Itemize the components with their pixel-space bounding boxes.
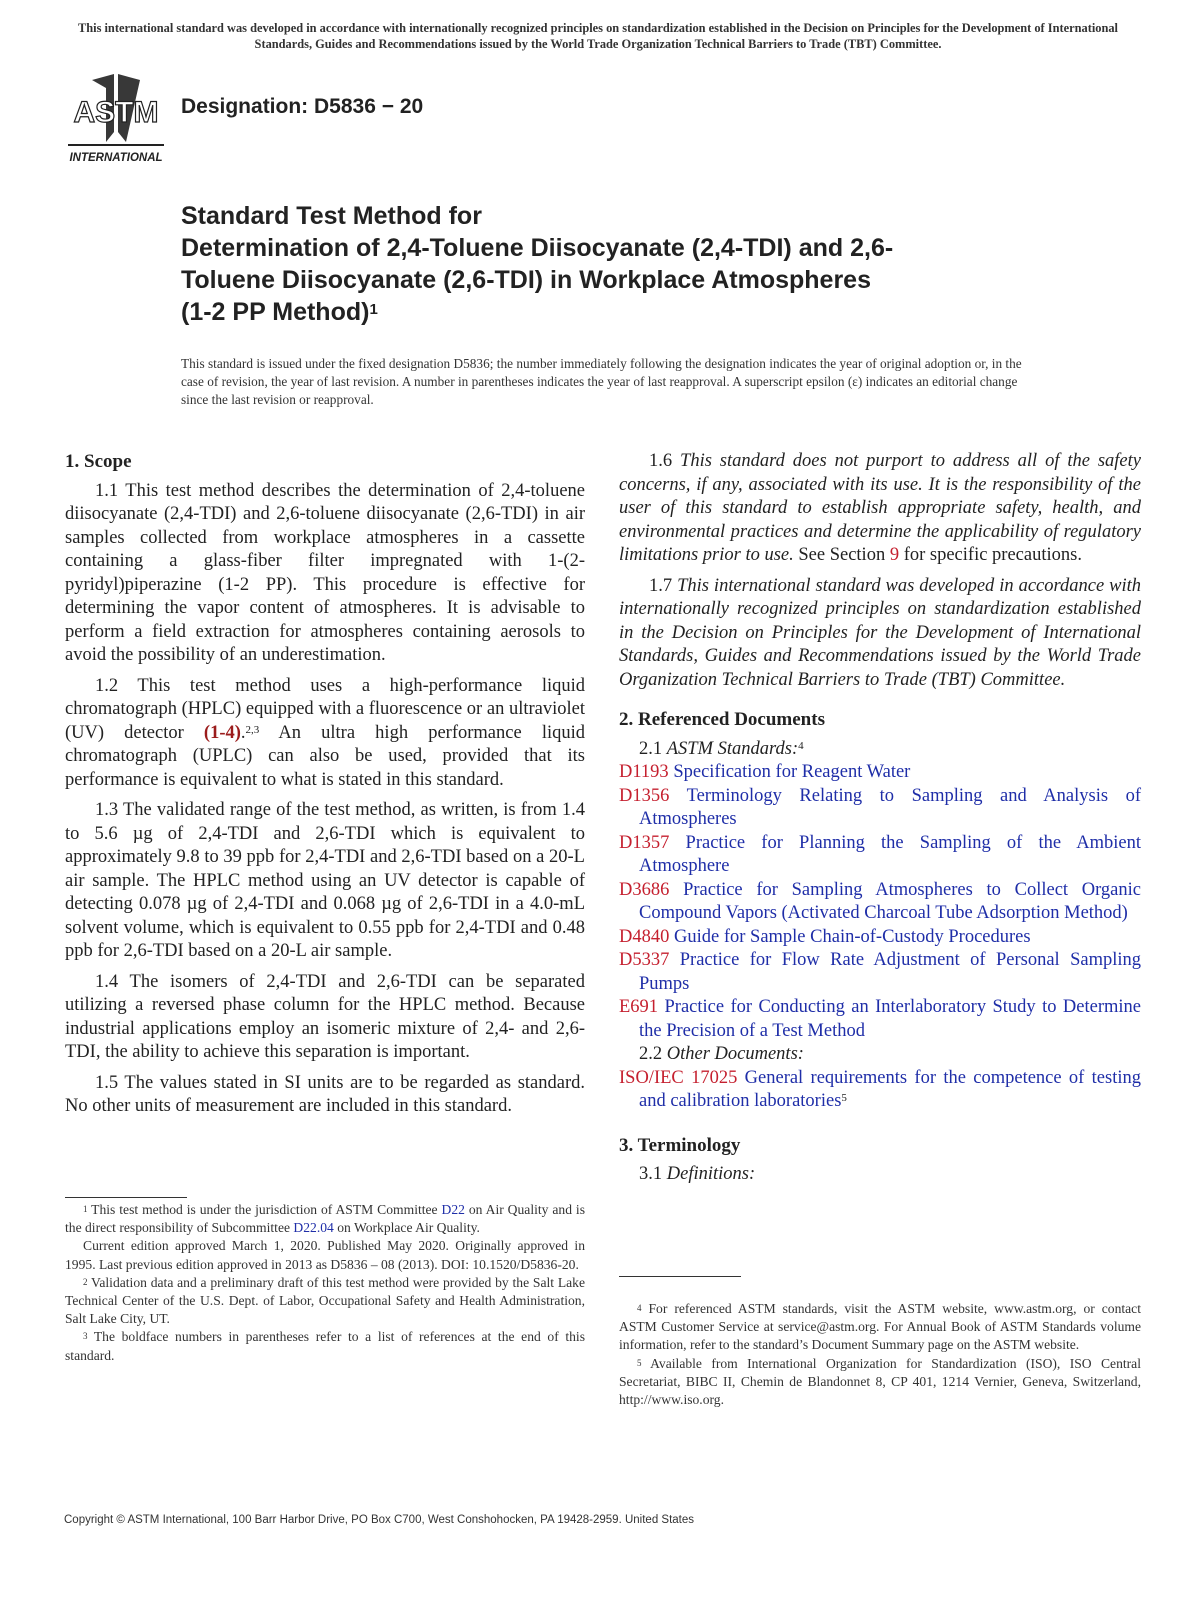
footnote-3 [65,1328,585,1364]
other-documents-number: 2.2 [639,1044,667,1064]
section-1-7-italic: This international standard was developed in accordance with internationally recognized principles on standardization established in the Decision on Principles for the Development of International Standards, Guides and Recommendations issued by the World Trade Organization Technical Barriers to Trade (TBT) Committee. [619,575,1142,690]
footnote-4-text: For referenced ASTM standards, visit the ASTM website, www.astm.org, or contact ASTM Customer Service at service@astm.org. For Annual Book of ASTM Standards volume information, refer to the standard’s Document Summary page on the ASTM website. [619,1301,1141,1353]
footnote-mark-2-3: 2,3 [245,723,260,736]
subcommittee-d22-04-link[interactable]: D22.04 [293,1220,334,1236]
footnotes-right [619,1300,1141,1409]
designation: Designation: D5836 − 20 [181,95,424,118]
astm-standards-text: ASTM Standards: [666,738,799,759]
footnote-4 [619,1300,1141,1355]
other-documents-text: Other Documents: [666,1044,804,1064]
copyright-line: Copyright © ASTM International, 100 Barr Harbor Drive, PO Box C700, West Conshohocken, PA 19428-2959. United States [64,1514,695,1526]
section-1-6 [619,450,1141,568]
title-line-1: Standard Test Method for [181,202,482,230]
section-1-6-see: See Section [793,545,890,565]
scope-heading: 1. Scope [65,451,132,472]
wto-top-note: This international standard was developed in accordance with internationally recognized principles on standardization established in the Decision on Principles for the Development of International Standards, Guides and Recommendations issued by the World Trade Organization Technical Barriers to Trade (TBT) Committee. [77,21,1119,51]
logo-subtext: INTERNATIONAL [69,152,163,164]
footnote-3-text: The boldface numbers in parentheses refer to a list of references at the end of this standard. [65,1329,585,1363]
ref-code[interactable]: ISO/IEC 17025 [619,1067,738,1088]
title-line-2: Determination of 2,4-Toluene Diisocyanate (2,4-TDI) and 2,6- [181,234,894,262]
ref-title[interactable]: Practice for Flow Rate Adjustment of Personal Sampling Pumps [639,950,1141,994]
footnote-2-mark: 2 [83,1276,88,1287]
logo-text: ASTM [73,96,159,129]
footnote-mark-4: 4 [798,739,804,752]
ref-code[interactable]: D1357 [619,832,670,853]
definitions-label [619,1163,1141,1187]
ref-iso-iec-17025[interactable] [619,1067,1141,1114]
section-1-5: 1.5 The values stated in SI units are to be regarded as standard. No other units of measurement are included in this standard. [65,1072,585,1116]
title-line-4 [181,296,1061,328]
terminology-heading: 3. Terminology [619,1134,741,1156]
footnote-1-mark: 1 [83,1204,88,1214]
ref-code[interactable]: D5337 [619,950,670,970]
footnote-mark-5: 5 [841,1092,847,1104]
section-1-4: 1.4 The isomers of 2,4-TDI and 2,6-TDI can be separated utilizing a reversed phase column for the HPLC method. Because industrial applications employ an isomeric mixture of 2,4- and 2,6-TDI, the ability to achieve this separation is important. [65,971,585,1062]
section-1-6-number: 1.6 [649,451,681,471]
footnote-1-text-c: on Workplace Air Quality. [333,1220,480,1236]
ref-title[interactable]: Terminology Relating to Sampling and Analysis of Atmospheres [639,785,1141,829]
other-documents-label [619,1043,1141,1067]
ref-title[interactable]: Guide for Sample Chain-of-Custody Procedures [669,926,1031,947]
footnote-1 [65,1201,585,1237]
ref-code[interactable]: D1356 [619,785,670,806]
ref-code[interactable]: D3686 [619,879,670,900]
astm-standards-number: 2.1 [639,738,667,759]
issued-note: This standard is issued under the fixed designation D5836; the number immediately following the designation indicates the year of original adoption or, in the case of revision, the year of last revision. A number in parentheses indicates the year of last reapproval. A superscript epsilon (ε) indicates an editorial change since the last revision or reapproval. [181,356,1022,407]
ref-d1193[interactable] [619,761,1141,785]
section-1-7-number: 1.7 [649,575,678,596]
footnote-rule-left [65,1197,187,1198]
title-footnote-mark: 1 [369,301,378,318]
ref-title[interactable]: Practice for Sampling Atmospheres to Collect Organic Compound Vapors (Activated Charcoal Tube Adsorption Method) [639,879,1141,923]
section-9-link[interactable]: 9 [889,545,900,565]
ref-d5337[interactable] [619,949,1141,996]
astm-standards-label [619,738,1141,762]
left-column [65,450,585,1126]
section-1-2-text-b: An ultra high performance liquid chromatograph (UPLC) can also be used, provided that its performance is equivalent to what is stated in this standard. [65,722,585,790]
ref-d4840[interactable] [619,926,1141,950]
definitions-text: Definitions: [666,1164,756,1184]
referenced-documents-heading: 2. Referenced Documents [619,709,825,730]
ref-d1357[interactable] [619,832,1141,879]
edition-note: Current edition approved March 1, 2020. Published May 2020. Originally approved in 1995. Last previous edition approved in 2013 as D5836 – 08 (2013). DOI: 10.1520/D5836-20. [65,1238,585,1272]
reference-link-1-4[interactable]: (1-4) [203,722,241,743]
footnote-5 [619,1355,1141,1410]
ref-e691[interactable] [619,996,1141,1043]
footnotes-left [65,1201,585,1365]
section-1-2-text-a: 1.2 This test method uses a high-performance liquid chromatograph (HPLC) equipped with a fluorescence or an ultraviolet (UV) detector [65,675,585,743]
ref-code[interactable]: D4840 [619,926,670,947]
ref-title[interactable]: Practice for Planning the Sampling of the Ambient Atmosphere [639,832,1141,876]
ref-title[interactable]: Practice for Conducting an Interlaboratory Study to Determine the Precision of a Test Method [639,997,1141,1041]
footnote-1-text-a: This test method is under the jurisdiction of ASTM Committee [87,1202,442,1217]
astm-logo [62,70,170,166]
footnote-3-mark: 3 [83,1331,88,1342]
ref-code[interactable]: D1193 [619,762,669,782]
footnote-5-mark: 5 [637,1357,642,1368]
right-column [619,450,1141,1187]
committee-d22-link[interactable]: D22 [441,1202,465,1217]
document-title [181,200,1061,328]
footnote-4-mark: 4 [637,1303,642,1313]
title-line-4-text: (1-2 PP Method) [181,298,370,326]
title-line-3: Toluene Diisocyanate (2,6-TDI) in Workplace Atmospheres [181,266,871,294]
ref-code[interactable]: E691 [619,997,659,1017]
footnote-1-text-b: on Air Quality and is the direct responsibility of Subcommittee [65,1202,585,1236]
footnote-5-text: Available from International Organization for Standardization (ISO), ISO Central Secretariat, BIBC II, Chemin de Blandonnet 8, CP 401, 1214 Vernier, Geneva, Switzerland, http://www.iso.org. [619,1355,1141,1408]
ref-d1356[interactable] [619,785,1141,832]
definitions-number: 3.1 [639,1164,667,1184]
section-1-3: 1.3 The validated range of the test method, as written, is from 1.4 to 5.6 µg of 2,4-TDI and 2,6-TDI which is equivalent to approximately 9.8 to 39 ppb for 2,4-TDI and 2,6-TDI based on a 20-L air sample. The HPLC method using an UV detector is capable of detecting 0.078 µg of 2,4-TDI and 0.068 µg of 2,6-TDI in a 4.0-mL solvent volume, which is equivalent to 0.55 ppb for 2,4-TDI and 0.48 ppb for 2,6-TDI based on a 20-L air sample. [65,800,585,961]
ref-title[interactable]: General requirements for the competence of testing and calibration laboratories [639,1067,1141,1111]
section-1-1: 1.1 This test method describes the determination of 2,4-toluene diisocyanate (2,4-TDI) and 2,6-toluene diisocyanate (2,6-TDI) in air samples collected from workplace atmospheres in a cassette containing a glass-fiber filter impregnated with 1-(2-pyridyl)piperazine (1-2 PP). This procedure is effective for determining the vapor content of atmospheres. It is advisable to perform a field extraction for atmospheres containing aerosols to avoid the possibility of an underestimation. [65,480,585,665]
section-1-7 [619,575,1141,693]
footnote-2 [65,1274,585,1329]
footnote-2-text: Validation data and a preliminary draft of this test method were provided by the Salt Lake Technical Center of the U.S. Dept. of Labor, Occupational Safety and Health Administration, Salt Lake City, UT. [65,1274,585,1327]
section-1-2: 1.2 This test method uses a high-performance liquid chromatograph (HPLC) equipped with a fluorescence or an ultraviolet (UV) detector (1-4).$^{2,3}$ An ultra high performance liquid chromatograph (UPLC) can also be used, provided that its performance is equivalent to what is stated in this standard. [65,675,585,790]
section-1-6-italic: This standard does not purport to address all of the safety concerns, if any, associated with its use. It is the responsibility of the user of this standard to establish appropriate safety, health, and environmental practices and determine the applicability of regulatory limitations prior to use. [619,451,1141,565]
ref-title[interactable]: Specification for Reagent Water [668,762,911,782]
footnote-rule-right [619,1276,741,1277]
section-1-6-end: for specific precautions. [899,545,1082,565]
ref-d3686[interactable] [619,879,1141,926]
